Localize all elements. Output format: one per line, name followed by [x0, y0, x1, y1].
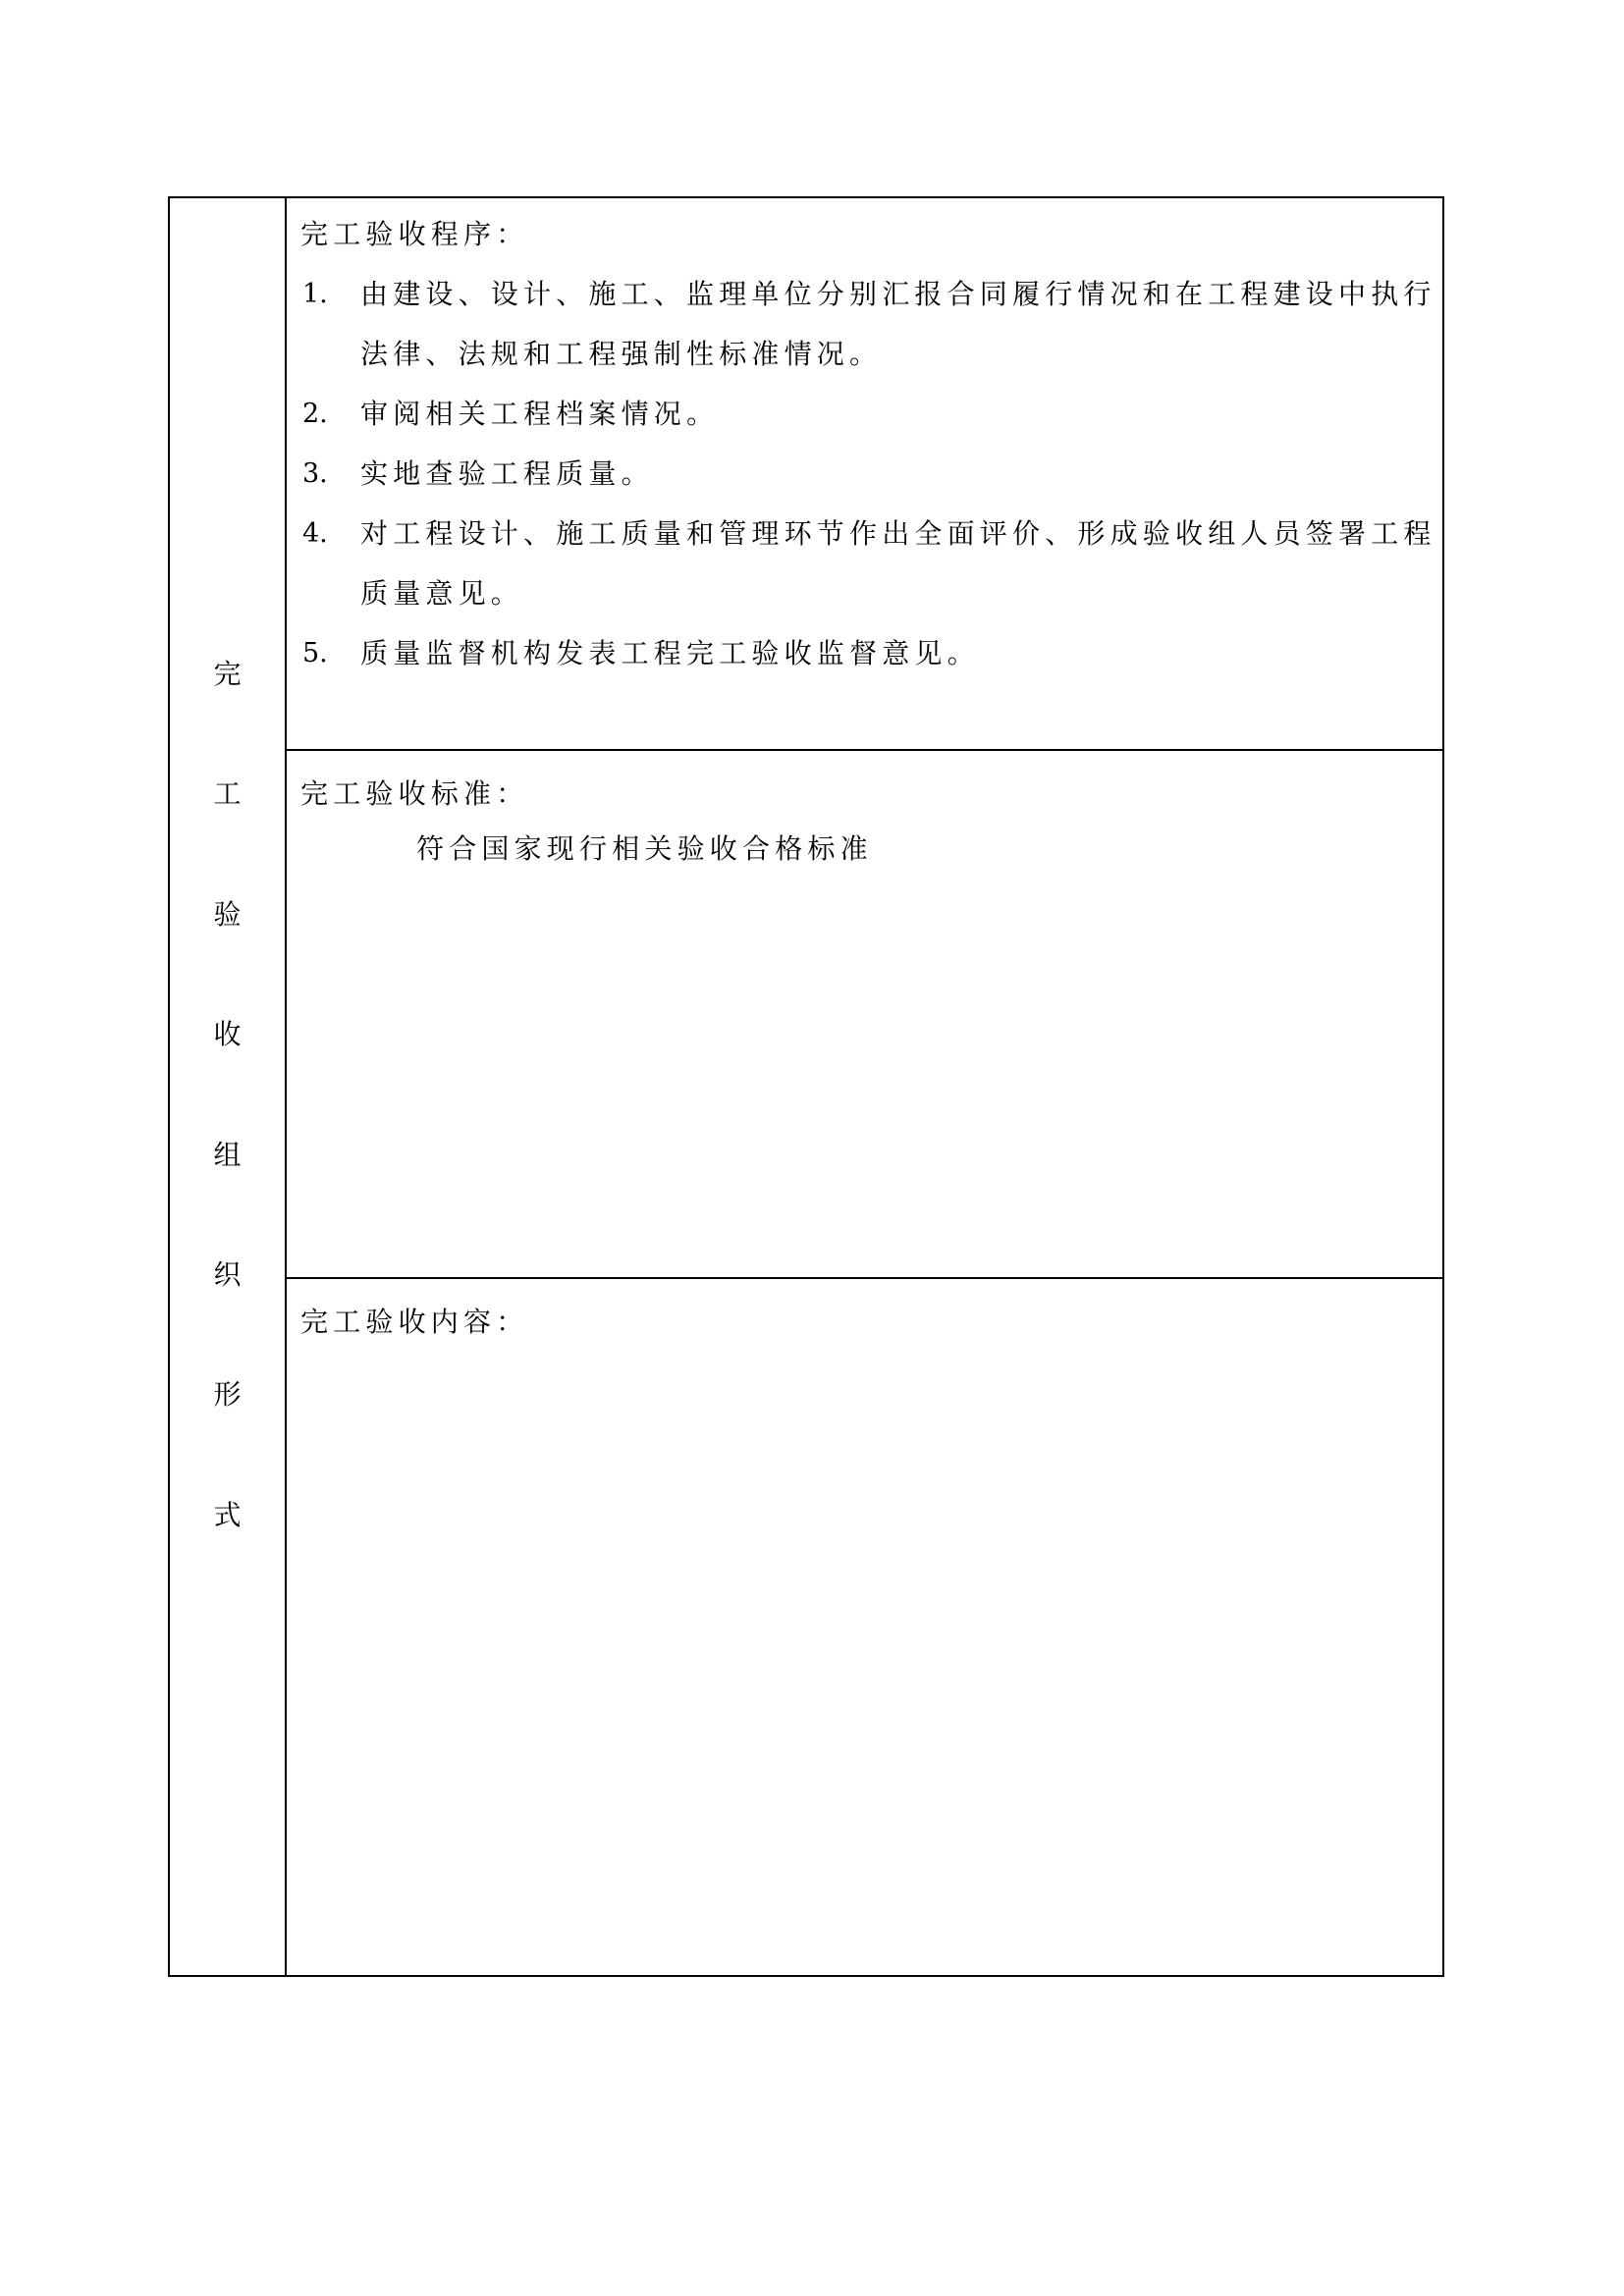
- item-number: 1.: [302, 279, 328, 309]
- standard-body: 符合国家现行相关验收合格标准: [416, 832, 873, 865]
- item-text: 审阅相关工程档案情况。: [360, 398, 720, 430]
- label-char: 组: [213, 1139, 242, 1171]
- item-text: 法律、法规和工程强制性标准情况。: [360, 338, 883, 370]
- label-char: 验: [213, 898, 242, 931]
- item-text: 对工程设计、施工质量和管理环节作出全面评价、形成验收组人员签署工程: [360, 517, 1436, 550]
- item-number: 4.: [302, 518, 328, 549]
- label-char: 式: [213, 1499, 242, 1531]
- acceptance-form-table: [168, 196, 1444, 1977]
- row-divider: [285, 1277, 1442, 1279]
- item-text: 质量意见。: [360, 577, 524, 610]
- item-number: 5.: [302, 638, 328, 668]
- standard-title: 完工验收标准：: [300, 777, 529, 810]
- procedure-title: 完工验收程序：: [300, 218, 529, 250]
- label-char: 工: [213, 777, 242, 810]
- content-title: 完工验收内容：: [300, 1306, 529, 1338]
- item-number: 2.: [302, 399, 328, 429]
- row-label-cell: [170, 198, 285, 1975]
- item-text: 由建设、设计、施工、监理单位分别汇报合同履行情况和在工程建设中执行: [360, 278, 1436, 310]
- label-char: 完: [213, 658, 242, 690]
- label-char: 收: [213, 1018, 242, 1050]
- row-divider: [285, 749, 1442, 751]
- label-char: 形: [213, 1378, 242, 1411]
- column-divider: [285, 198, 287, 1975]
- item-text: 质量监督机构发表工程完工验收监督意见。: [360, 637, 980, 669]
- item-text: 实地查验工程质量。: [360, 457, 654, 490]
- item-number: 3.: [302, 458, 328, 489]
- label-char: 织: [213, 1258, 242, 1291]
